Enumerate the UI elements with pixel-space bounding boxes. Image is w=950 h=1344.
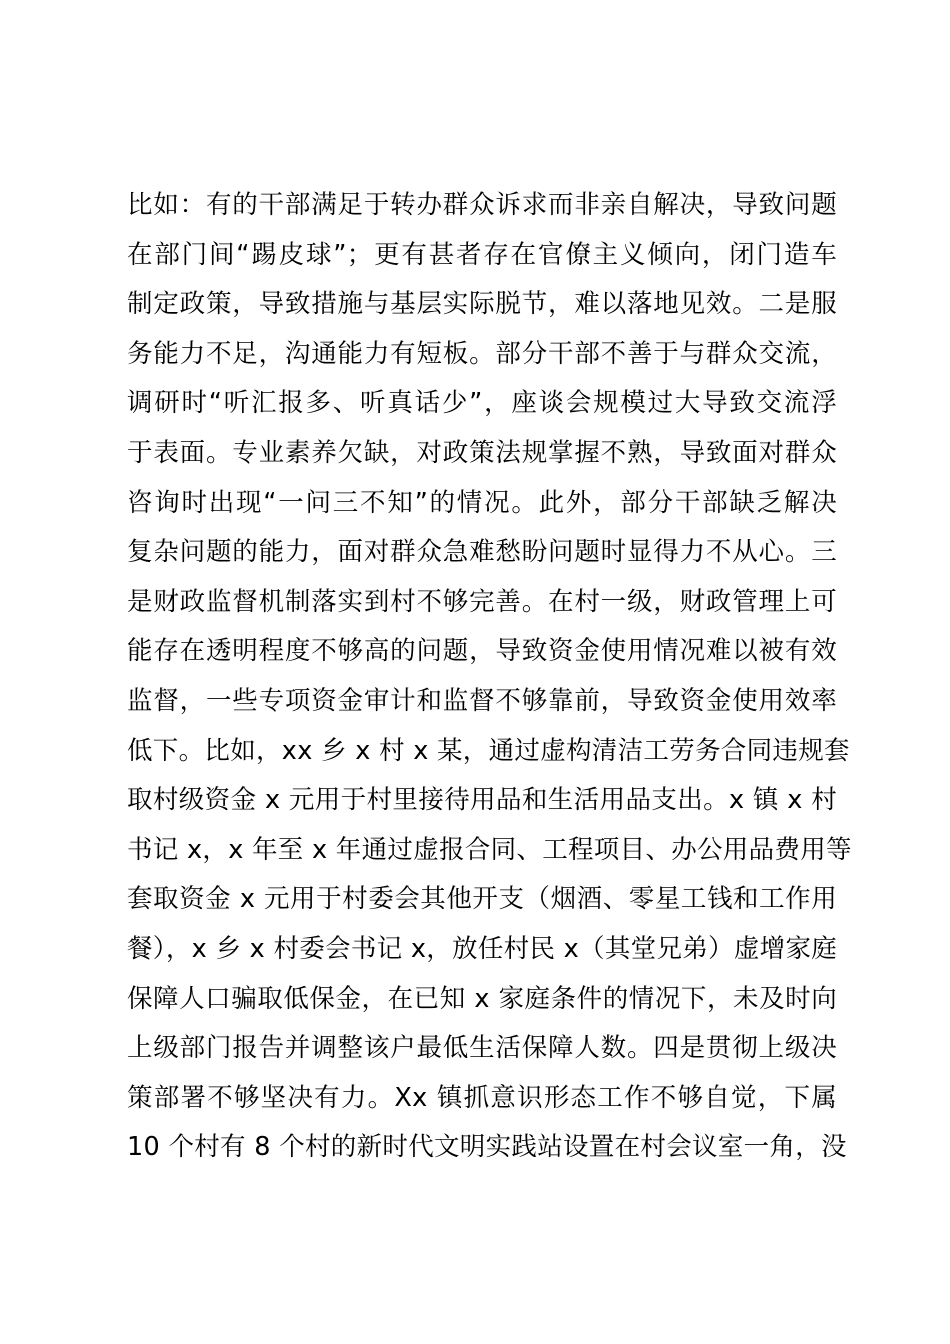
- text-line-19: 策部署不够坚决有力。Xx 镇抓意识形态工作不够自觉，下属: [127, 1082, 837, 1113]
- text-line-17: 保障人口骗取低保金，在已知 x 家庭条件的情况下，未及时向: [127, 983, 837, 1014]
- text-line-14: 书记 x，x 年至 x 年通过虚报合同、工程项目、办公用品费用等: [127, 834, 852, 865]
- text-line-15: 套取资金 x 元用于村委会其他开支（烟酒、零星工钱和工作用: [127, 884, 837, 915]
- text-line-12: 低下。比如，xx 乡 x 村 x 某，通过虚构清洁工劳务合同违规套: [127, 735, 850, 766]
- text-line-20: 10 个村有 8 个村的新时代文明实践站设置在村会议室一角，没: [127, 1132, 847, 1163]
- body-paragraph: [127, 181, 852, 1173]
- text-line-2: 在部门间“踢皮球”；更有甚者存在官僚主义倾向，闭门造车: [127, 239, 837, 270]
- text-line-1: 比如：有的干部满足于转办群众诉求而非亲自解决，导致问题: [127, 190, 837, 220]
- text-line-3: 制定政策，导致措施与基层实际脱节，难以落地见效。二是服: [127, 289, 837, 320]
- text-line-6: 于表面。专业素养欠缺，对政策法规掌握不熟，导致面对群众: [127, 437, 837, 468]
- text-line-10: 能存在透明程度不够高的问题，导致资金使用情况难以被有效: [127, 636, 837, 667]
- text-line-7: 咨询时出现“一问三不知”的情况。此外，部分干部缺乏解决: [127, 487, 837, 518]
- text-line-9: 是财政监督机制落实到村不够完善。在村一级，财政管理上可: [127, 586, 837, 617]
- text-line-18: 上级部门报告并调整该户最低生活保障人数。四是贯彻上级决: [127, 1033, 837, 1064]
- text-line-13: 取村级资金 x 元用于村里接待用品和生活用品支出。x 镇 x 村: [127, 785, 837, 816]
- text-line-16: 餐），x 乡 x 村委会书记 x，放任村民 x（其堂兄弟）虚增家庭: [127, 933, 838, 964]
- text-line-5: 调研时“听汇报多、听真话少”，座谈会规模过大导致交流浮: [127, 388, 837, 419]
- text-line-4: 务能力不足，沟通能力有短板。部分干部不善于与群众交流，: [127, 338, 837, 369]
- text-line-8: 复杂问题的能力，面对群众急难愁盼问题时显得力不从心。三: [127, 537, 837, 568]
- text-line-11: 监督，一些专项资金审计和监督不够靠前，导致资金使用效率: [127, 685, 837, 716]
